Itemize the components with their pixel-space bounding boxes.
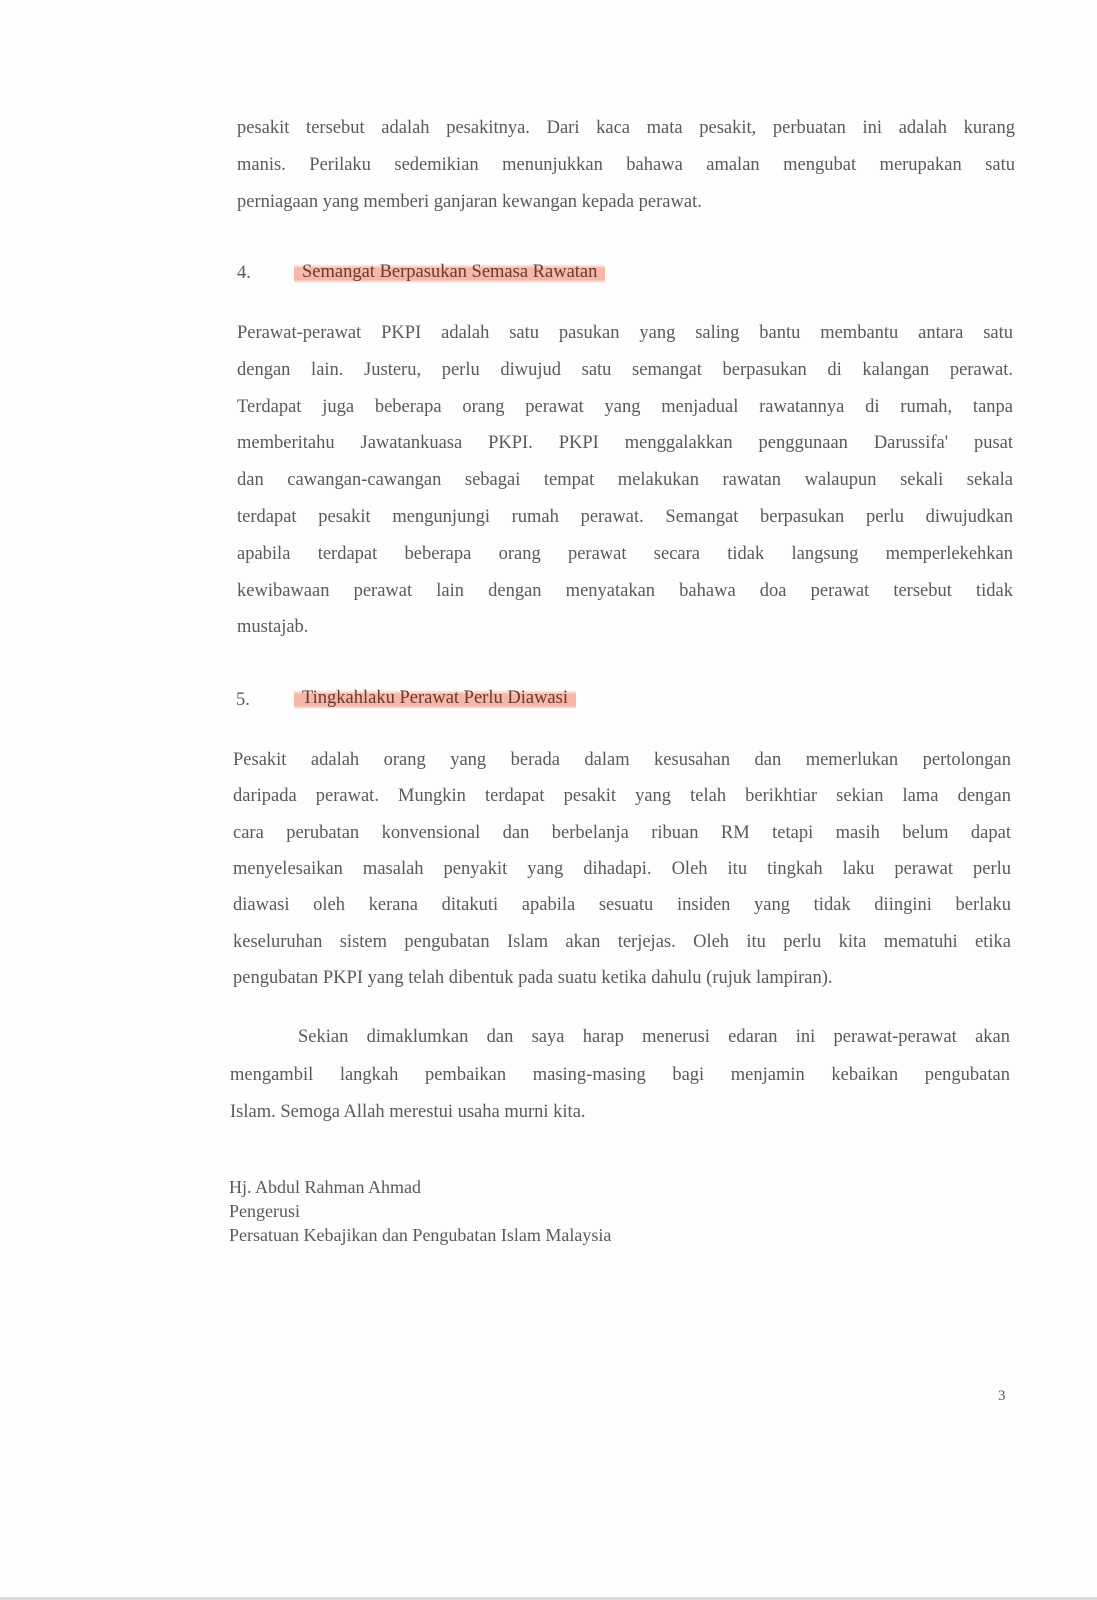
paragraph-line: Terdapat juga beberapa orang perawat yang menjadual rawatannya di rumah, tanpa — [237, 396, 1013, 417]
page-number: 3 — [998, 1388, 1006, 1404]
section-5-number: 5. — [236, 690, 250, 710]
paragraph-line: diawasi oleh kerana ditakuti apabila sesuatu insiden yang tidak diingini berlaku — [233, 895, 1011, 916]
paragraph-line: Perawat-perawat PKPI adalah satu pasukan yang saling bantu membantu antara satu — [237, 323, 1013, 343]
paragraph-line: memberitahu Jawatankuasa PKPI. PKPI menggalakkan penggunaan Darussifa' pusat — [237, 433, 1013, 454]
section-4-number: 4. — [237, 263, 251, 283]
paragraph-line: menyelesaikan masalah penyakit yang dihadapi. Oleh itu tingkah laku perawat perlu — [233, 858, 1011, 879]
paragraph-line: Pesakit adalah orang yang berada dalam kesusahan dan memerlukan pertolongan — [233, 750, 1011, 770]
paragraph-line: apabila terdapat beberapa orang perawat secara tidak langsung memperlekehkan — [237, 543, 1013, 564]
paragraph-line: perniagaan yang memberi ganjaran kewangan kepada perawat. — [237, 192, 702, 212]
paragraph-line: mengambil langkah pembaikan masing-masing bagi menjamin kebaikan pengubatan — [230, 1064, 1010, 1085]
paragraph-line: terdapat pesakit mengunjungi rumah perawat. Semangat berpasukan perlu diwujudkan — [237, 507, 1013, 527]
paragraph-line: keseluruhan sistem pengubatan Islam akan terjejas. Oleh itu perlu kita mematuhi etika — [233, 931, 1011, 952]
paragraph-line: pengubatan PKPI yang telah dibentuk pada suatu ketika dahulu (rujuk lampiran). — [233, 967, 833, 988]
paragraph-line: Islam. Semoga Allah merestui usaha murni kita. — [230, 1102, 586, 1122]
paragraph-line: daripada perawat. Mungkin terdapat pesakit yang telah berikhtiar sekian lama dengan — [233, 786, 1011, 807]
paragraph-line: dan cawangan-cawangan sebagai tempat melakukan rawatan walaupun sekali sekala — [237, 470, 1013, 491]
section-4-title: Semangat Berpasukan Semasa Rawatan — [294, 262, 605, 283]
signature-name: Hj. Abdul Rahman Ahmad — [229, 1177, 421, 1197]
paragraph-line: dengan lain. Justeru, perlu diwujud satu semangat berpasukan di kalangan perawat. — [237, 359, 1013, 380]
paragraph-line: pesakit tersebut adalah pesakitnya. Dari kaca mata pesakit, perbuatan ini adalah kurang — [237, 118, 1015, 138]
paragraph-line: mustajab. — [237, 617, 309, 638]
section-5-title: Tingkahlaku Perawat Perlu Diawasi — [294, 688, 576, 709]
signature-organization: Persatuan Kebajikan dan Pengubatan Islam Malaysia — [229, 1225, 612, 1245]
signature-position: Pengerusi — [229, 1201, 300, 1221]
paragraph-line: cara perubatan konvensional dan berbelanja ribuan RM tetapi masih belum dapat — [233, 822, 1011, 843]
paragraph-line: kewibawaan perawat lain dengan menyatakan bahawa doa perawat tersebut tidak — [237, 580, 1013, 601]
paragraph-line: manis. Perilaku sedemikian menunjukkan bahawa amalan mengubat merupakan satu — [237, 155, 1015, 175]
paragraph-line: Sekian dimaklumkan dan saya harap menerusi edaran ini perawat-perawat akan — [298, 1027, 1010, 1047]
